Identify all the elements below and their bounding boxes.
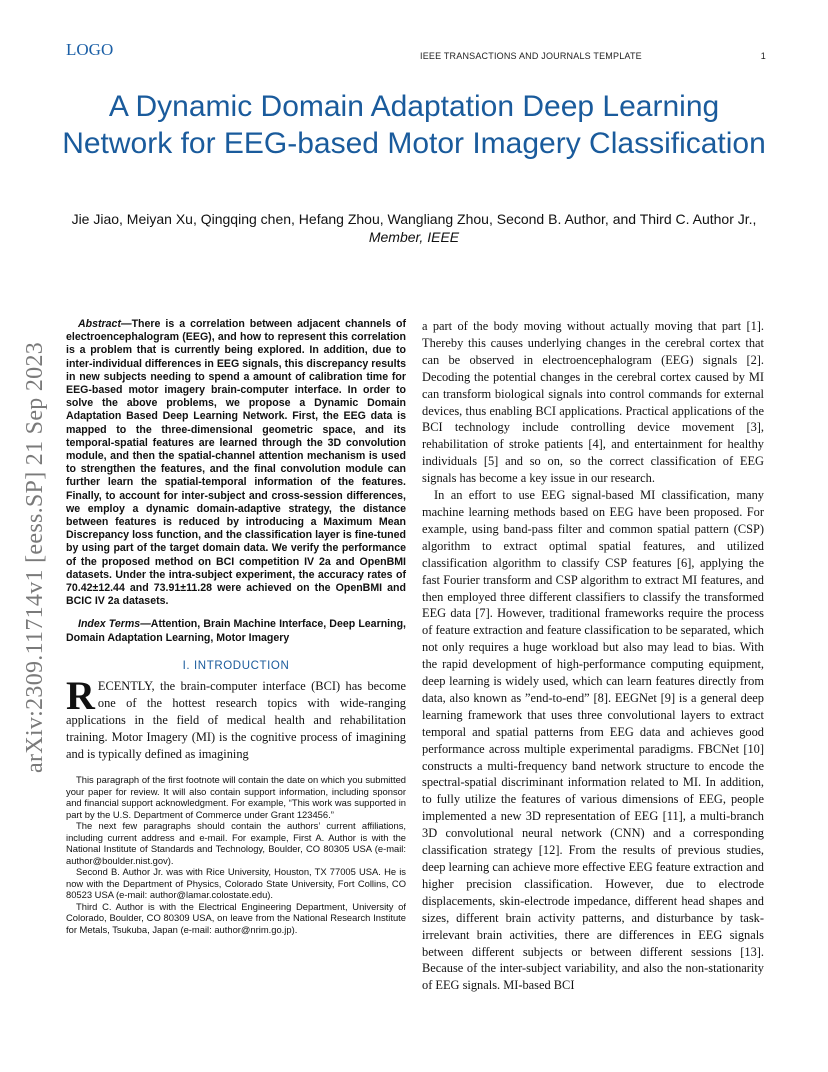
- intro-text: the brain-computer interface (BCI) has become one of the hottest research topics with wide-ranging applications in the field of medical health and rehabilitation training. Motor Imagery (MI) is the cognitive process of imagining and is typically defined as imagining: [66, 678, 406, 761]
- author-membership: Member, IEEE: [368, 229, 460, 245]
- section-heading-introduction: I. INTRODUCTION: [182, 659, 290, 672]
- drop-cap: R: [66, 672, 95, 718]
- index-terms-label: Index Terms—: [78, 618, 151, 631]
- footnote: This paragraph of the first footnote will contain the date on which you submitted your paper for review. It will also contain support information, including sponsor and financial support acknowledgment. For example, “This work was supported in part by the U.S. Department of Commerce under Grant 123456.”: [66, 774, 406, 820]
- left-column: [66, 318, 406, 935]
- intro-first-word: ECENTLY,: [97, 678, 155, 693]
- abstract: [66, 318, 406, 608]
- footnote: Second B. Author Jr. was with Rice University, Houston, TX 77005 USA. He is now with the Department of Physics, Colorado State University, Fort Collins, CO 80523 USA (e-mail: author@lamar.colostate.edu).: [66, 866, 406, 901]
- abstract-label: Abstract—: [78, 318, 132, 330]
- footnotes: [66, 774, 406, 935]
- footnote: Third C. Author is with the Electrical Engineering Department, University of Colorado, Boulder, CO 80309 USA, on leave from the National Research Institute for Metals, Tsukuba, Japan (e-mail: author@nrim.go.jp).: [66, 900, 406, 935]
- author-names: Jie Jiao, Meiyan Xu, Qingqing chen, Hefang Zhou, Wangliang Zhou, Second B. Author, and Third C. Author Jr.,: [71, 211, 757, 227]
- arxiv-identifier: arXiv:2309.11714v1 [eess.SP] 21 Sep 2023: [22, 341, 48, 773]
- index-terms: [66, 618, 406, 644]
- journal-logo: LOGO: [66, 40, 114, 59]
- body-paragraph: In an effort to use EEG signal-based MI classification, many machine learning methods based on EEG have been proposed. For example, using band-pass filter and common spatial pattern (CSP) algorithm to extract optimal spatial features, and utilized classification algorithm to classify CSP features [6], applying the fast Fourier transform and CSP algorithm to extract MI features, and then employed three different classifiers to classify the transformed EEG data [7]. However, traditional frameworks require the process of feature extraction and feature classification to be separated, which not only requires a huge workload but also may lead to bias. With the rapid development of high-performance computing equipment, deep learning is widely used, which can learn features directly from data, also known as ”end-to-end” [8]. EEGNet [9] is a general deep learning framework that uses three convolutional layers to extract temporal and spatial patterns from EEG data and achieves good performance across multiple experimental paradigms. FBCNet [10] constructs a multi-frequency band network structure to encode the spectral-spatial discriminant information related to MI. In addition, to fully utilize the features of various dimensions of EEG, people implemented a new 3D representation of EEG [11], a multi-branch 3D convolutional neural network (CNN) and a corresponding classification strategy [12]. From the results of previous studies, deep learning can achieve more effective EEG feature extraction and higher precision classification. However, due to electrode displacements, skin-electrode impedance, different head shapes and sizes, different brain activity patterns, and disturbance by task-irrelevant brain activities, there are differences in EEG signals between different subjects or between different sessions [13]. Because of the inter-subject variability, and also the non-stationarity of EEG signals. MI-based BCI: [422, 488, 764, 993]
- introduction-paragraph: [66, 672, 406, 763]
- index-terms-text: Attention, Brain Machine Interface, Deep Learning, Domain Adaptation Learning, Motor Imagery: [66, 618, 406, 644]
- right-column: [422, 318, 764, 994]
- body-paragraph: a part of the body moving without actually moving that part [1]. Thereby this causes underlying changes in the cerebral cortex that can be observed in electroencephalogram (EEG) signals [2]. Decoding the potential changes in the cerebral cortex caused by MI can transform biological signals into control commands for external devices, thus enabling BCI applications. Practical applications of the BCI technology include controlling device movement [3], rehabilitation of stroke patients [4], and entertainment for healthy individuals [5] and so on, so the correct classification of EEG signals has become a key issue in our research.: [422, 319, 764, 486]
- running-head-title: IEEE TRANSACTIONS AND JOURNALS TEMPLATE: [420, 51, 642, 61]
- author-list: [70, 210, 758, 246]
- footnote: The next few paragraphs should contain the authors’ current affiliations, including current address and e-mail. For example, First A. Author is with the National Institute of Standards and Technology, Boulder, CO 80305 USA (e-mail: author@boulder.nist.gov).: [66, 820, 406, 866]
- paper-title: A Dynamic Domain Adaptation Deep Learning Network for EEG-based Motor Imagery Classification: [62, 90, 766, 160]
- abstract-text: There is a correlation between adjacent channels of electroencephalogram (EEG), and how to represent this correlation is a problem that is currently being explored. In addition, due to inter-individual differences in EEG signals, this discrepancy results in new subjects needing to spend a amount of calibration time for EEG-based motor imagery brain-computer interface. In order to solve the above problems, we propose a Dynamic Domain Adaptation Based Deep Learning Network. First, the EEG data is mapped to the three-dimensional geometric space, and its temporal-spatial features are learned through the 3D convolution module, and then the spatial-channel attention mechanism is used to strengthen the features, and the final convolution module can further learn the spatial-temporal information of the features. Finally, to account for inter-subject and cross-session differences, we employ a dynamic domain-adaptive strategy, the distance between features is reduced by introducing a Maximum Mean Discrepancy loss function, and the classification layer is fine-tuned by using part of the target domain data. We verify the performance of the proposed method on BCI competition IV 2a and OpenBMI datasets. Under the intra-subject experiment, the accuracy rates of 70.42±12.44 and 73.91±11.28 were achieved on the OpenBMI and BCIC IV 2a datasets.: [66, 318, 406, 608]
- page-number: 1: [760, 51, 766, 61]
- running-head: [420, 51, 766, 61]
